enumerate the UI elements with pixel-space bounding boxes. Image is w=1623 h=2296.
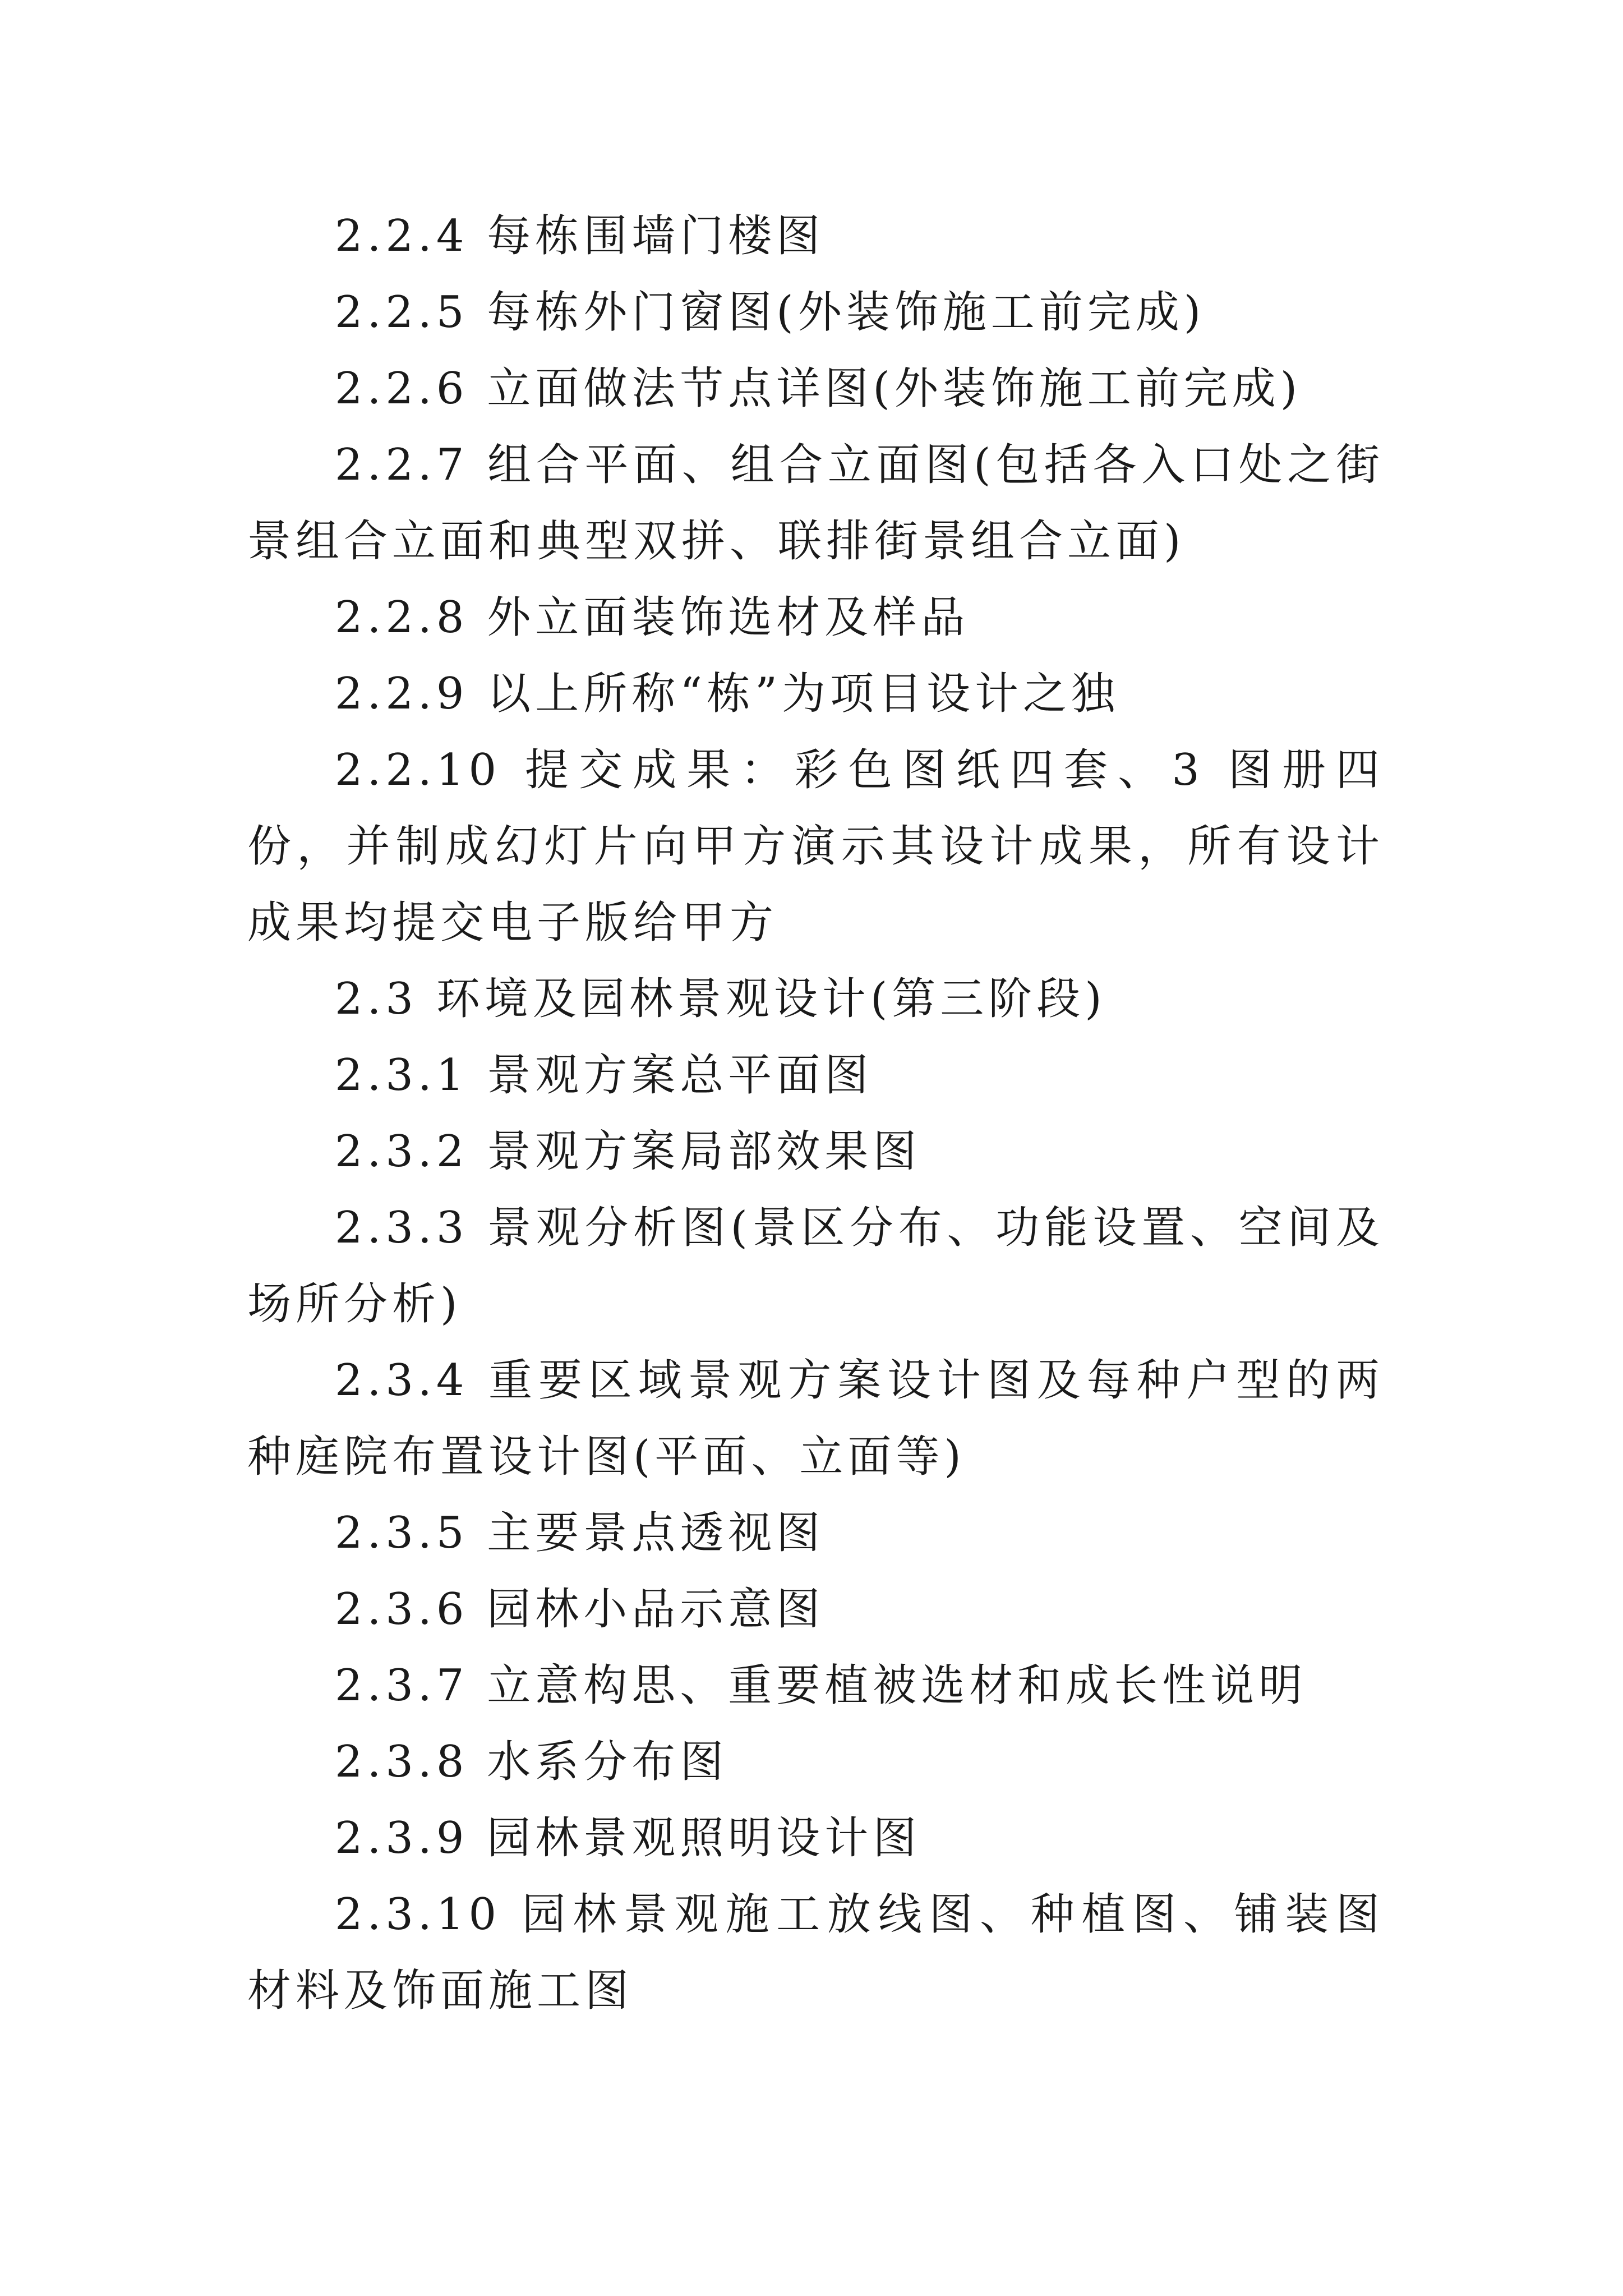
paragraph-2-3-2: 2.3.2 景观方案局部效果图 [335,1126,921,1177]
paragraph-2-2-9: 2.2.9 以上所称“栋”为项目设计之独 [335,669,1120,719]
paragraph-2-3-7: 2.3.7 立意构思、重要植被选材和成长性说明 [335,1660,1307,1711]
paragraph-2-2-10: 2.2.10 提交成果：彩色图纸四套、3 图册四份，并制成幻灯片向甲方演示其设计成果，所有设计成果均提交电子版给甲方 [247,745,1384,948]
paragraph-2-3-6: 2.3.6 园林小品示意图 [335,1584,825,1635]
paragraph-2-3-9: 2.3.9 园林景观照明设计图 [335,1813,921,1864]
paragraph-2-3-10: 2.3.10 园林景观施工放线图、种植图、铺装图材料及饰面施工图 [247,1889,1384,2016]
paragraph-2-2-5: 2.2.5 每栋外门窗图(外装饰施工前完成) [335,287,1206,338]
section-heading-2-3: 2.3 环境及园林景观设计(第三阶段) [335,974,1106,1024]
paragraph-2-3-5: 2.3.5 主要景点透视图 [335,1508,825,1558]
paragraph-2-2-8: 2.2.8 外立面装饰选材及样品 [335,592,970,643]
paragraph-2-2-7: 2.2.7 组合平面、组合立面图(包括各入口处之街景组合立面和典型双拼、联排街景组合立面) [247,440,1384,567]
paragraph-2-2-6: 2.2.6 立面做法节点详图(外装饰施工前完成) [335,364,1302,414]
paragraph-2-3-3: 2.3.3 景观分析图(景区分布、功能设置、空间及场所分析) [247,1203,1384,1329]
document-body [247,198,1384,2029]
paragraph-2-3-8: 2.3.8 水系分布图 [335,1737,728,1787]
paragraph-2-3-1: 2.3.1 景观方案总平面图 [335,1050,873,1101]
paragraph-2-3-4: 2.3.4 重要区域景观方案设计图及每种户型的两种庭院布置设计图(平面、立面等) [247,1355,1384,1482]
paragraph-2-2-4: 2.2.4 每栋围墙门楼图 [335,211,825,261]
